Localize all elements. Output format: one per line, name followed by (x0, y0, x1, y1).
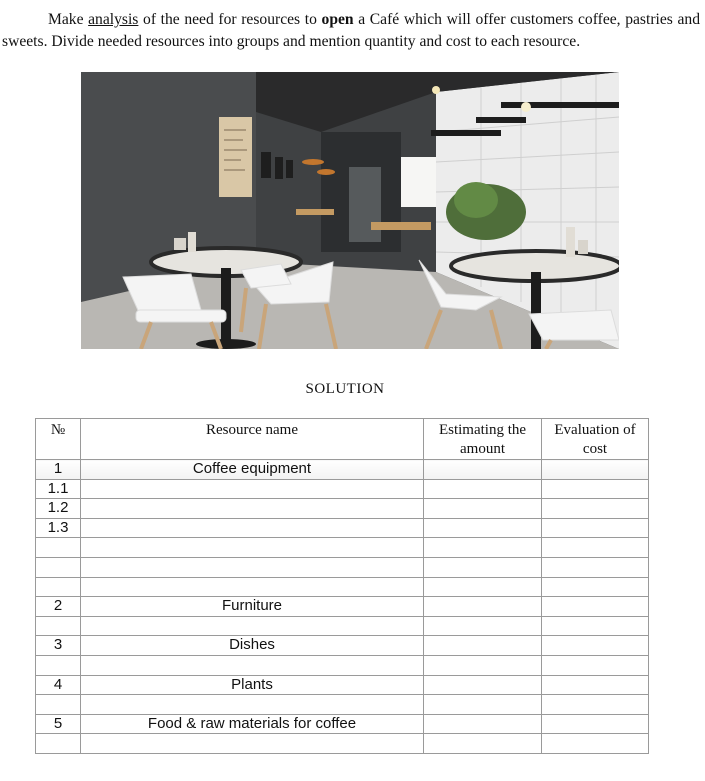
cell-number[interactable]: 1.2 (36, 499, 81, 519)
table-row (36, 518, 649, 538)
cell-amount[interactable] (424, 597, 542, 617)
cell-amount[interactable] (424, 675, 542, 695)
cell-resource-name[interactable] (81, 557, 424, 577)
solution-heading: SOLUTION (305, 381, 385, 397)
cell-cost[interactable] (542, 597, 649, 617)
table-row (36, 616, 649, 636)
cell-cost[interactable] (542, 636, 649, 656)
cell-cost[interactable] (542, 557, 649, 577)
task-text: Make (48, 11, 89, 28)
header-resource-name: Resource name (81, 419, 424, 460)
analysis-word: analysis (88, 11, 139, 28)
cell-number[interactable]: 1.3 (36, 518, 81, 538)
cell-number[interactable] (36, 655, 81, 675)
cell-number[interactable] (36, 557, 81, 577)
task-text: of the need for resources to (138, 11, 322, 28)
cell-cost[interactable] (542, 655, 649, 675)
table-header-row (36, 419, 649, 460)
cell-number[interactable]: 1 (36, 460, 81, 480)
table-row (36, 655, 649, 675)
cell-number[interactable] (36, 616, 81, 636)
cell-amount[interactable] (424, 518, 542, 538)
cell-number[interactable] (36, 695, 81, 715)
cell-resource-name[interactable] (81, 479, 424, 499)
header-amount: Estimating the amount (424, 419, 542, 460)
table-row (36, 714, 649, 734)
cell-resource-name[interactable] (81, 538, 424, 558)
task-text: a Café which will offer customers coffee, pastries and sweets. Divide needed resources into groups and mention quantity and cost to each resource. (2, 11, 700, 50)
cell-cost[interactable] (542, 499, 649, 519)
cell-number[interactable]: 3 (36, 636, 81, 656)
cell-resource-name[interactable] (81, 655, 424, 675)
cell-amount[interactable] (424, 460, 542, 480)
table-row (36, 538, 649, 558)
table-row (36, 597, 649, 617)
cell-resource-name[interactable]: Plants (81, 675, 424, 695)
cell-number[interactable]: 4 (36, 675, 81, 695)
cell-amount[interactable] (424, 695, 542, 715)
table-row (36, 479, 649, 499)
cell-cost[interactable] (542, 734, 649, 754)
table-row (36, 557, 649, 577)
cell-resource-name[interactable] (81, 499, 424, 519)
cell-amount[interactable] (424, 734, 542, 754)
header-cost: Evaluation of cost (542, 419, 649, 460)
cell-amount[interactable] (424, 577, 542, 597)
table-row (36, 499, 649, 519)
cell-resource-name[interactable] (81, 616, 424, 636)
cell-amount[interactable] (424, 714, 542, 734)
table-row (36, 695, 649, 715)
table-row (36, 675, 649, 695)
cell-cost[interactable] (542, 538, 649, 558)
cell-amount[interactable] (424, 636, 542, 656)
cell-number[interactable]: 1.1 (36, 479, 81, 499)
cell-cost[interactable] (542, 616, 649, 636)
cell-cost[interactable] (542, 518, 649, 538)
cell-amount[interactable] (424, 538, 542, 558)
open-word: open (321, 11, 354, 28)
cell-resource-name[interactable] (81, 518, 424, 538)
cell-amount[interactable] (424, 616, 542, 636)
cell-amount[interactable] (424, 499, 542, 519)
cell-cost[interactable] (542, 577, 649, 597)
cell-cost[interactable] (542, 714, 649, 734)
cell-resource-name[interactable] (81, 695, 424, 715)
resource-table (35, 418, 649, 754)
cell-cost[interactable] (542, 675, 649, 695)
cell-cost[interactable] (542, 460, 649, 480)
cell-resource-name[interactable] (81, 734, 424, 754)
cell-resource-name[interactable]: Dishes (81, 636, 424, 656)
cell-resource-name[interactable]: Furniture (81, 597, 424, 617)
cell-cost[interactable] (542, 695, 649, 715)
cell-resource-name[interactable]: Coffee equipment (81, 460, 424, 480)
task-description (2, 9, 700, 52)
cafe-interior-photo (81, 72, 619, 349)
cell-resource-name[interactable]: Food & raw materials for coffee (81, 714, 424, 734)
cell-number[interactable] (36, 538, 81, 558)
cell-amount[interactable] (424, 479, 542, 499)
cell-number[interactable] (36, 577, 81, 597)
table-row (36, 734, 649, 754)
header-number: № (36, 419, 81, 460)
cell-amount[interactable] (424, 655, 542, 675)
cell-number[interactable]: 2 (36, 597, 81, 617)
cell-number[interactable]: 5 (36, 714, 81, 734)
cell-cost[interactable] (542, 479, 649, 499)
cell-resource-name[interactable] (81, 577, 424, 597)
table-row (36, 636, 649, 656)
cell-number[interactable] (36, 734, 81, 754)
table-row (36, 460, 649, 480)
table-row (36, 577, 649, 597)
cell-amount[interactable] (424, 557, 542, 577)
